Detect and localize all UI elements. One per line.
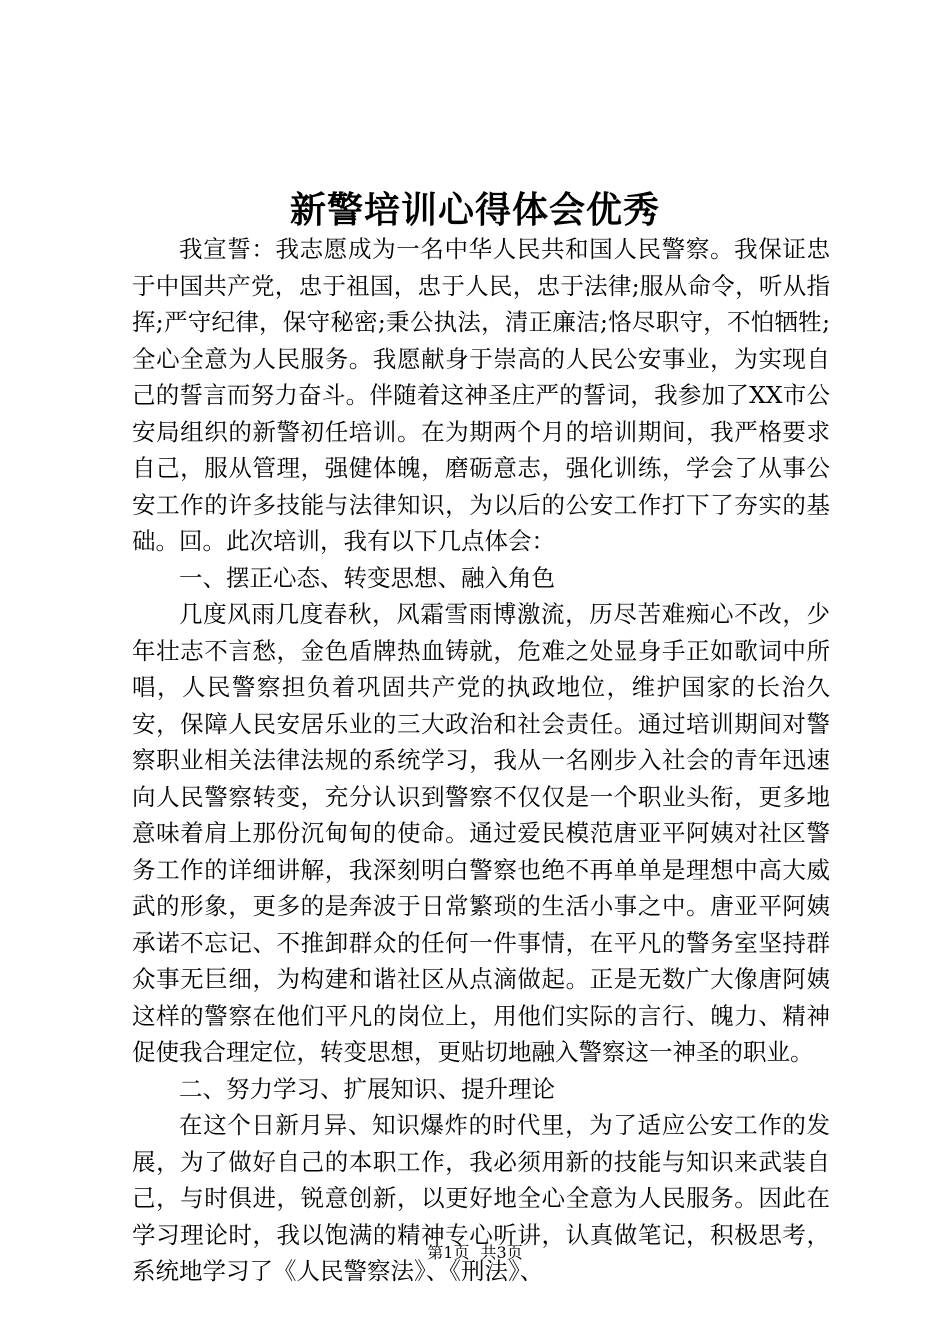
page-total: 共3页	[480, 1243, 523, 1262]
paragraph-section-1: 几度风雨几度春秋，风霜雪雨博激流，历尽苦难痴心不改，少年壮志不言愁，金色盾牌热血铸就，危难之处显身手正如歌词中所唱，人民警察担负着巩固共产党的执政地位，维护国家的长治久安，保障人民安居乐业的三大政治和社会责任。通过培训期间对警察职业相关法律法规的系统学习，我从一名刚步入社会的青年迅速向人民警察转变，充分认识到警察不仅仅是一个职业头衔，更多地意味着肩上那份沉甸甸的使命。通过爱民模范唐亚平阿姨对社区警务工作的详细讲解，我深刻明白警察也绝不再单单是理想中高大威武的形象，更多的是奔波于日常繁琐的生活小事之中。唐亚平阿姨承诺不忘记、不推卸群众的任何一件事情，在平凡的警务室坚持群众事无巨细，为构建和谐社区从点滴做起。正是无数广大像唐阿姨这样的警察在他们平凡的岗位上，用他们实际的言行、魄力、精神促使我合理定位，转变思想，更贴切地融入警察这一神圣的职业。	[132, 600, 830, 1066]
page-footer	[0, 1242, 950, 1264]
page-number: 第1页	[427, 1243, 470, 1262]
paragraph-section-2: 在这个日新月异、知识爆炸的时代里，为了适应公安工作的发展，为了做好自己的本职工作，我必须用新的技能与知识来武装自己，与时俱进，锐意创新，以更好地全心全意为人民服务。因此在学习理论时，我以饱满的精神专心听讲，认真做笔记，积极思考，系统地学习了《人民警察法》、《刑法》、	[132, 1111, 830, 1285]
paragraph-oath: 我宣誓：我志愿成为一名中华人民共和国人民警察。我保证忠于中国共产党，忠于祖国，忠于人民，忠于法律;服从命令，听从指挥;严守纪律，保守秘密;秉公执法，清正廉洁;恪尽职守，不怕牺牲;全心全意为人民服务。我愿献身于崇高的人民公安事业，为实现自己的誓言而努力奋斗。伴随着这神圣庄严的誓词，我参加了XX市公安局组织的新警初任培训。在为期两个月的培训期间，我严格要求自己，服从管理，强健体魄，磨砺意志，强化训练，学会了从事公安工作的许多技能与法律知识，为以后的公安工作打下了夯实的基础。回。此次培训，我有以下几点体会：	[132, 235, 830, 555]
document-body	[132, 231, 830, 1290]
section-heading-2: 二、努力学习、扩展知识、提升理论	[179, 1074, 555, 1103]
section-heading-1: 一、摆正心态、转变思想、融入角色	[179, 563, 555, 592]
document-title: 新警培训心得体会优秀	[289, 189, 660, 231]
